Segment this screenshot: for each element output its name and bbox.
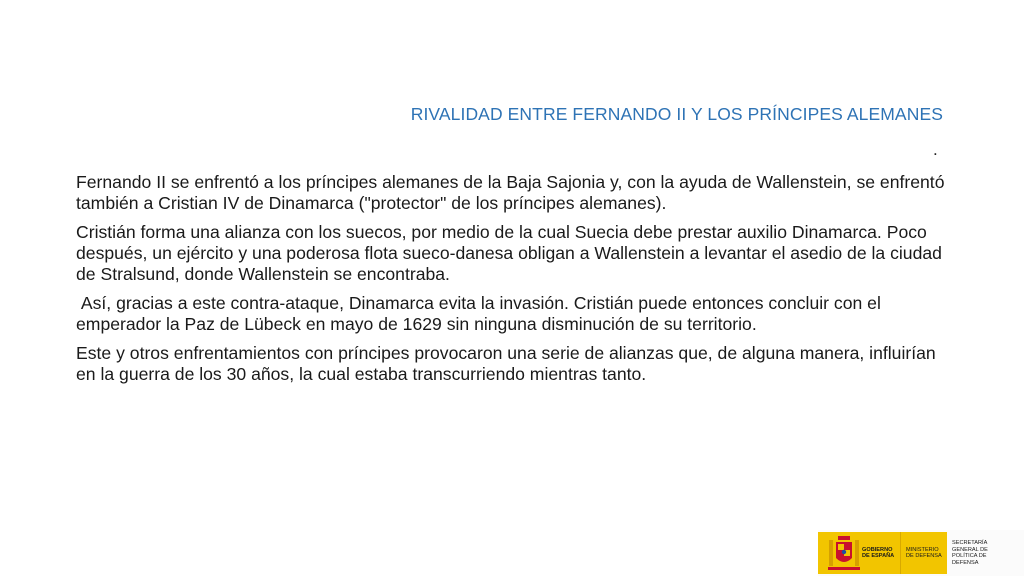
gobierno-line2: DE ESPAÑA [862, 553, 895, 559]
paragraph-3: Así, gracias a este contra-ataque, Dinamarca evita la invasión. Cristián puede entonces concluir con el emperador la Paz de Lübeck en mayo de 1629 sin ninguna disminución de su territorio. [76, 293, 886, 334]
paragraph-2: Cristián forma una alianza con los suecos, por medio de la cual Suecia debe prestar auxilio Dinamarca. Poco después, un ejército y una poderosa flota sueco-danesa obligan a Wallenstein a levantar el asedio de la ciudad de Stralsund, donde Wallenstein se encontraba. [76, 222, 942, 284]
paragraph-4: Este y otros enfrentamientos con príncipes provocaron una serie de alianzas que, de alguna manera, influirían en la guerra de los 30 años, la cual estaba transcurriendo mientras tanto. [76, 343, 936, 384]
ministerio-block [900, 532, 947, 574]
secretaria-line1: SECRETARÍA GENERAL DE [952, 540, 988, 553]
gobierno-block [818, 532, 900, 574]
ministerio-line2: DE DEFENSA [906, 553, 942, 559]
gobierno-text [862, 547, 896, 560]
slide-body [76, 172, 956, 393]
ministerio-text [906, 547, 942, 560]
slide-title: RIVALIDAD ENTRE FERNANDO II Y LOS PRÍNCIPES ALEMANES [410, 104, 943, 124]
paragraph-1: Fernando II se enfrentó a los príncipes alemanes de la Baja Sajonia y, con la ayuda de Wallenstein, se enfrentó también a Cristian IV de Dinamarca ("protector" de los príncipes alemanes). [76, 172, 945, 213]
ministerio-line1: MINISTERIO [906, 546, 939, 553]
secretaria-line2: POLÍTICA DE DEFENSA [952, 553, 987, 566]
secretaria-text [952, 540, 1004, 566]
gobierno-line1: GOBIERNO [862, 546, 893, 553]
title-dot: . [933, 140, 938, 159]
coat-of-arms-icon [826, 532, 862, 574]
secretaria-block [947, 532, 1009, 574]
government-logo [818, 530, 1024, 576]
